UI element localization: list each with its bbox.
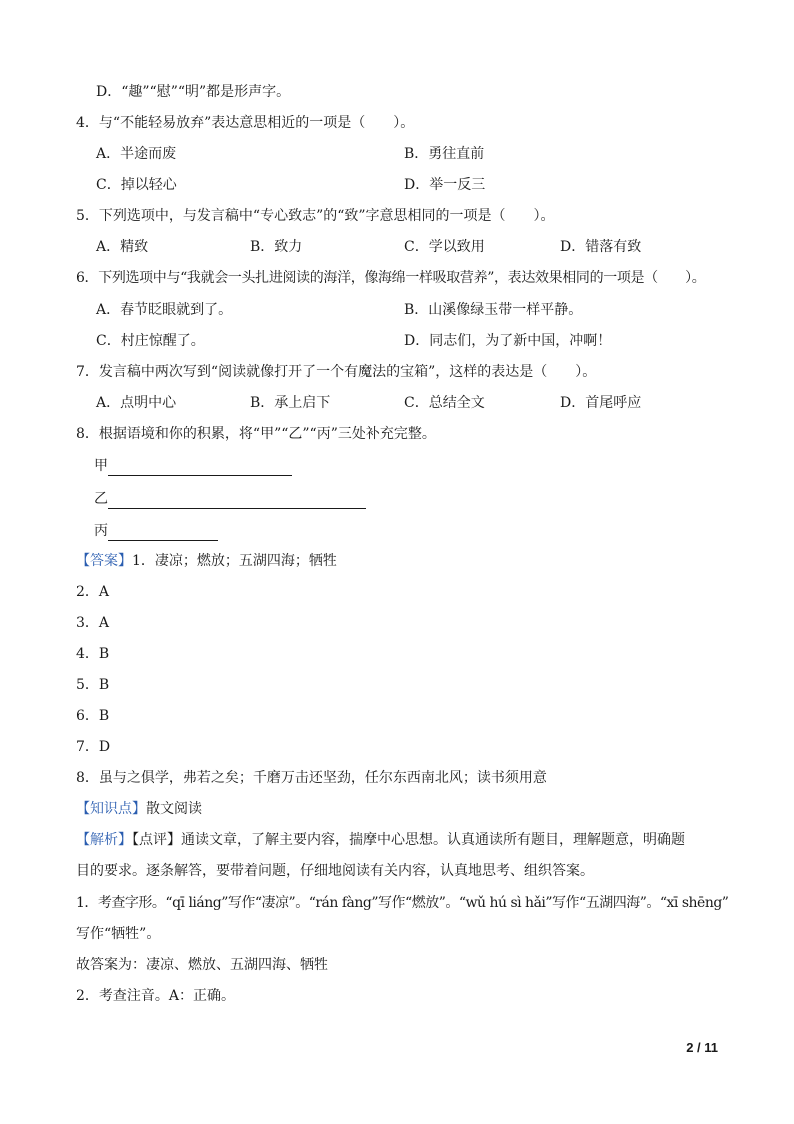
blank-jia-label: 甲 — [94, 458, 108, 474]
answer-3: 3．A — [76, 615, 110, 631]
answer-1: 1．凄凉；燃放；五湖四海；牺牲 — [132, 553, 337, 569]
answer-line-1 — [76, 551, 337, 571]
question-5-option-a: A．精致 — [96, 239, 149, 255]
question-6-option-a: A．春节眨眼就到了。 — [96, 302, 233, 318]
blank-bing-label: 丙 — [94, 523, 108, 539]
question-5-option-d: D．错落有致 — [560, 239, 642, 255]
question-6-option-d: D．同志们，为了新中国，冲啊！ — [404, 333, 612, 349]
question-7-option-b: B．承上启下 — [250, 395, 331, 411]
analysis-line-1 — [76, 830, 685, 850]
knowledge-text: 散文阅读 — [146, 801, 202, 817]
answer-8: 8．虽与之俱学，弗若之矣；千磨万击还坚劲，任尔东西南北风；读书须用意 — [76, 770, 547, 786]
knowledge-tag: 【知识点】 — [76, 801, 146, 817]
answer-7: 7．D — [76, 739, 111, 755]
analysis-line-2: 目的要求。逐条解答，要带着问题，仔细地阅读有关内容，认真地思考、组织答案。 — [76, 863, 594, 879]
analysis-text-1: 通读文章，了解主要内容，揣摩中心思想。认真通读所有题目，理解题意，明确题 — [181, 832, 685, 848]
question-4-option-b: B．勇往直前 — [404, 146, 485, 162]
page-number: 2 / 11 — [686, 1040, 718, 1055]
answer-6: 6．B — [76, 708, 110, 724]
analysis-line-3: 1．考查字形。“qī liáng”写作“凄凉”。“rán fàng”写作“燃放”。“wǔ hú sì hǎi”写作“五湖四海”。“xī shēng” — [76, 895, 729, 911]
question-6-option-c: C．村庄惊醒了。 — [96, 333, 205, 349]
analysis-line-5: 故答案为：凄凉、燃放、五湖四海、牺牲 — [76, 957, 328, 973]
question-4-option-d: D．举一反三 — [404, 177, 486, 193]
question-6-option-b: B．山溪像绿玉带一样平静。 — [404, 302, 583, 318]
question-7-option-a: A．点明中心 — [96, 395, 177, 411]
analysis-tag: 【解析】 — [76, 832, 132, 848]
answer-5: 5．B — [76, 677, 110, 693]
question-5-option-c: C．学以致用 — [404, 239, 485, 255]
question-8-stem: 8．根据语境和你的积累，将“甲”“乙”“丙”三处补充完整。 — [76, 426, 436, 442]
analysis-line-6: 2．考查注音。A：正确。 — [76, 988, 236, 1004]
question-5-stem: 5．下列选项中，与发言稿中“专心致志”的“致”字意思相同的一项是（ ）。 — [76, 208, 555, 224]
answer-2: 2．A — [76, 584, 110, 600]
answer-tag: 【答案】 — [76, 553, 132, 569]
question-4-option-a: A．半途而废 — [96, 146, 177, 162]
blank-yi-label: 乙 — [94, 491, 108, 507]
question-7-stem: 7．发言稿中两次写到“阅读就像打开了一个有魔法的宝箱”，这样的表达是（ ）。 — [76, 364, 597, 380]
question-6-stem: 6．下列选项中与“我就会一头扎进阅读的海洋，像海绵一样吸取营养”，表达效果相同的一项是（ ）。 — [76, 270, 706, 286]
blank-bing[interactable] — [94, 521, 218, 541]
question-7-option-d: D．首尾呼应 — [560, 395, 642, 411]
blank-jia[interactable] — [94, 456, 292, 476]
comment-tag: 【点评】 — [132, 832, 181, 848]
question-4-option-c: C．掉以轻心 — [96, 177, 177, 193]
analysis-line-4: 写作“牺牲”。 — [76, 926, 161, 942]
question-4-stem: 4．与“不能轻易放弃”表达意思相近的一项是（ ）。 — [76, 115, 415, 131]
blank-yi[interactable] — [94, 489, 366, 509]
question-7-option-c: C．总结全文 — [404, 395, 485, 411]
knowledge-point — [76, 799, 202, 819]
answer-4: 4．B — [76, 646, 110, 662]
question-5-option-b: B．致力 — [250, 239, 303, 255]
question-3-option-d: D．“趣”“慰”“明”都是形声字。 — [96, 84, 291, 100]
